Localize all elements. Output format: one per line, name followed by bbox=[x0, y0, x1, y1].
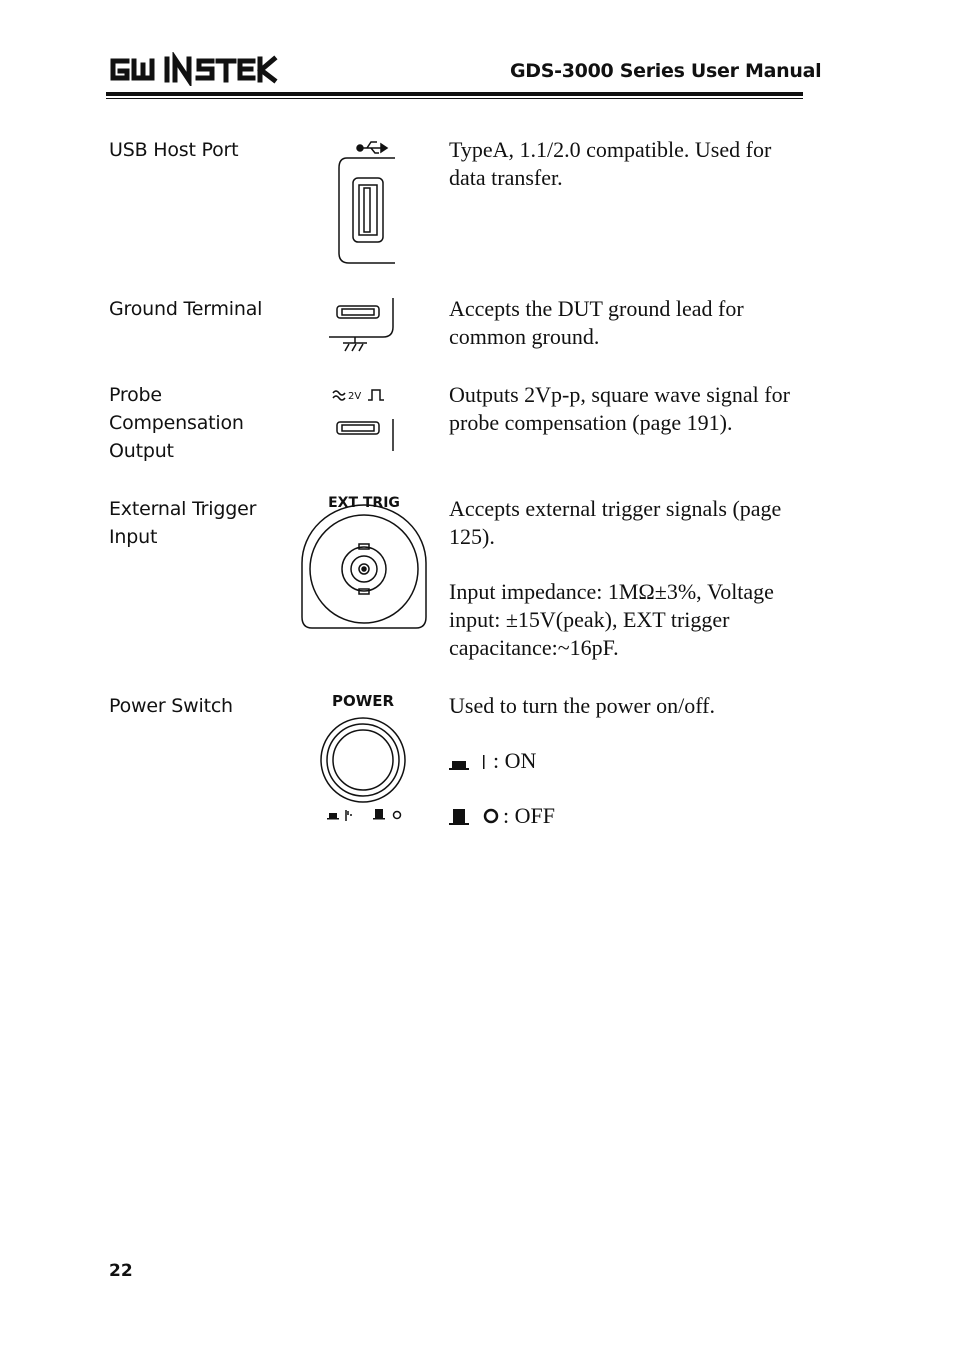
header-rule-thick bbox=[106, 92, 803, 96]
description-text: Accepts the DUT ground lead for common ground. bbox=[449, 296, 744, 349]
row-description bbox=[449, 692, 809, 830]
row-description bbox=[449, 295, 809, 351]
usb-port-icon bbox=[333, 136, 403, 266]
row-label: Power Switch bbox=[109, 695, 233, 717]
description-text: Input impedance: 1MΩ±3%, Voltage input: ±15V(peak), EXT trigger capacitance:~16pF. bbox=[449, 579, 774, 660]
power-on-line bbox=[449, 747, 809, 775]
ext-trig-text: EXT TRIG bbox=[328, 495, 400, 511]
row-label: External Trigger Input bbox=[109, 498, 257, 548]
row-label: Probe Compensation Output bbox=[109, 384, 244, 462]
power-off-label: : OFF bbox=[503, 803, 555, 828]
probe-voltage-text: 2V bbox=[348, 391, 362, 402]
description-text: Outputs 2Vp-p, square wave signal for probe compensation (page 191). bbox=[449, 382, 790, 435]
power-on-label: : ON bbox=[493, 748, 537, 773]
manual-title: GDS-3000 Series User Manual bbox=[510, 60, 822, 82]
description-text: Accepts external trigger signals (page 125). bbox=[449, 496, 782, 549]
page-number: 22 bbox=[109, 1261, 133, 1281]
power-button-icon bbox=[316, 692, 412, 827]
power-off-line bbox=[449, 802, 809, 830]
gw-instek-logo bbox=[108, 52, 278, 86]
ground-terminal-icon bbox=[325, 295, 405, 355]
description-text: Used to turn the power on/off. bbox=[449, 693, 715, 718]
row-description bbox=[449, 381, 809, 437]
button-pressed-icon bbox=[449, 804, 501, 828]
row-description bbox=[449, 495, 809, 662]
power-text: POWER bbox=[331, 692, 395, 710]
button-released-icon bbox=[449, 749, 493, 773]
row-label: USB Host Port bbox=[109, 139, 239, 161]
header-rule-thin bbox=[106, 98, 803, 99]
row-label: Ground Terminal bbox=[109, 298, 263, 320]
bnc-connector-icon bbox=[298, 495, 430, 630]
description-text: TypeA, 1.1/2.0 compatible. Used for data transfer. bbox=[449, 137, 772, 190]
row-description bbox=[449, 136, 809, 192]
probe-compensation-icon bbox=[325, 381, 405, 456]
